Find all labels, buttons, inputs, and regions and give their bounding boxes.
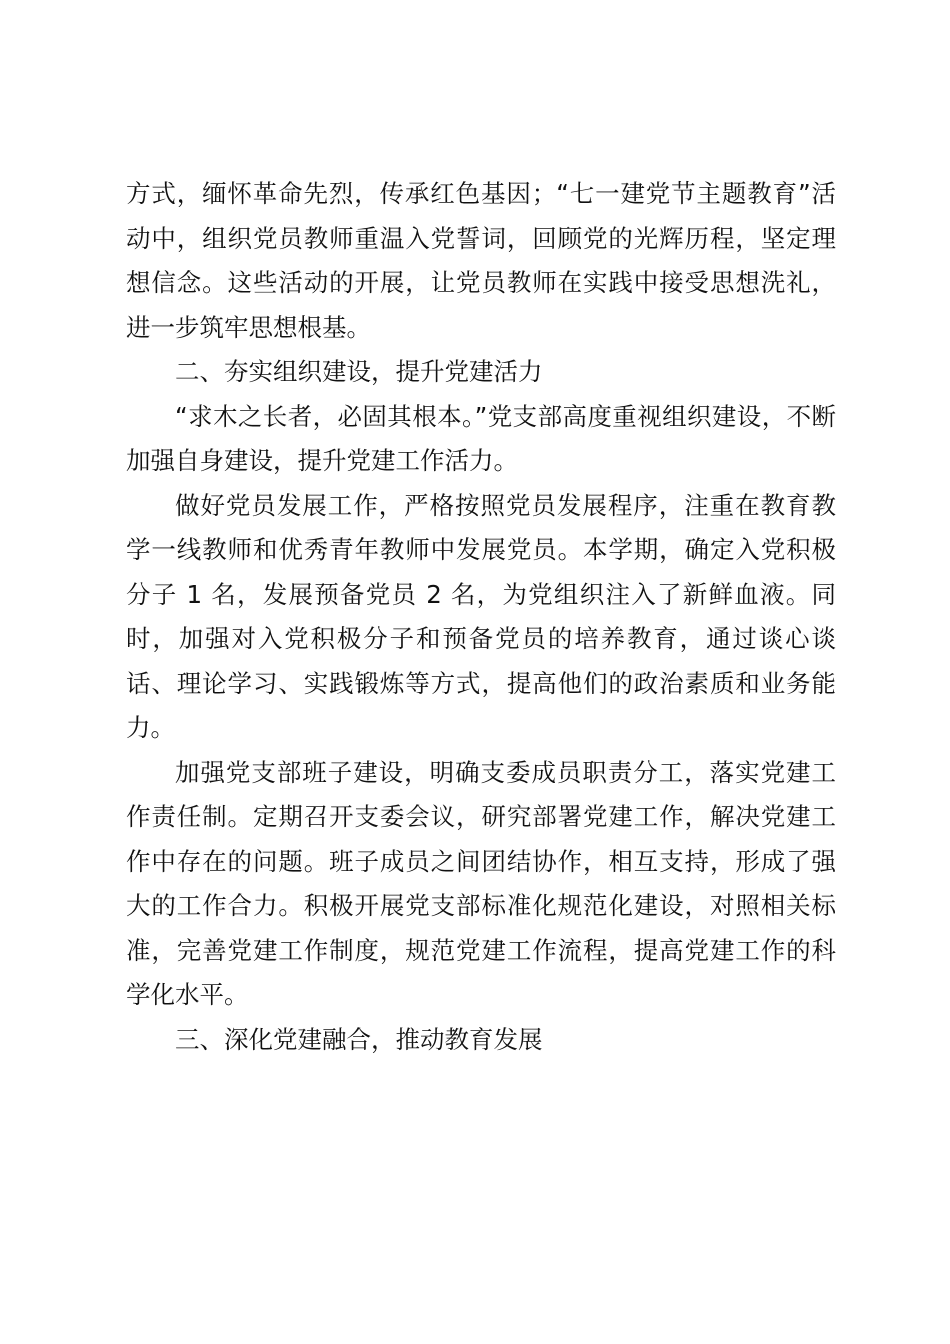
paragraph-quote: “求木之长者，必固其根本。”党支部高度重视组织建设，不断加强自身建设，提升党建工作活力。 (126, 401, 836, 475)
section-heading-three: 三、深化党建融合，推动教育发展 (175, 1024, 543, 1054)
document-body (126, 172, 836, 1062)
paragraph-member-development: 做好党员发展工作，严格按照党员发展程序，注重在教育教学一线教师和优秀青年教师中发展党员。本学期，确定入党积极分子 1 名，发展预备党员 2 名，为党组织注入了新鲜血液。同时，加强对入党积极分子和预备党员的培养教育，通过谈心谈话、理论学习、实践锻炼等方式，提高他们的政治素质和业务能力。 (126, 490, 836, 742)
paragraph-branch-team: 加强党支部班子建设，明确支委成员职责分工，落实党建工作责任制。定期召开支委会议，研究部署党建工作，解决党建工作中存在的问题。班子成员之间团结协作，相互支持，形成了强大的工作合力。积极开展党支部标准化规范化建设，对照相关标准，完善党建工作制度，规范党建工作流程，提高党建工作的科学化水平。 (126, 757, 836, 1009)
section-heading-two: 二、夯实组织建设，提升党建活力 (175, 357, 543, 386)
paragraph-continuation: 方式，缅怀革命先烈，传承红色基因；“七一建党节主题教育”活动中，组织党员教师重温入党誓词，回顾党的光辉历程，坚定理想信念。这些活动的开展，让党员教师在实践中接受思想洗礼，进一步筑牢思想根基。 (126, 179, 836, 342)
